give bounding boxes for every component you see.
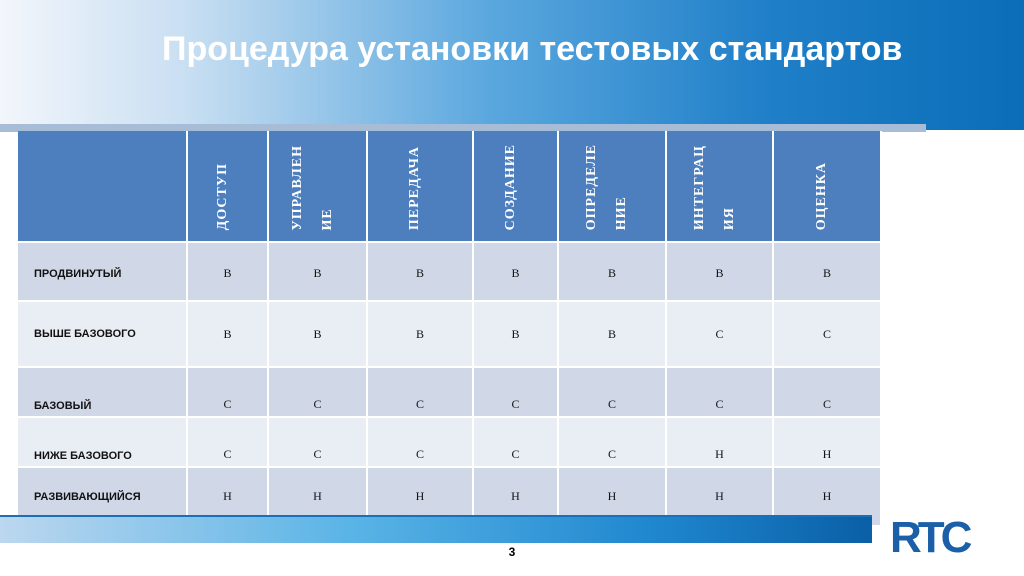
slide-title: Процедура установки тестовых стандартов [162,30,903,68]
table-cell: В [774,243,882,302]
table-cell: В [188,243,269,302]
rtc-logo [888,506,969,562]
table-cell: Н [368,468,474,527]
table-cell: С [774,302,882,368]
column-header: УПРАВЛЕН ИЕ [269,131,368,243]
table-row [18,418,882,468]
table-cell: В [368,302,474,368]
table-cell: В [559,243,667,302]
table-cell: С [667,368,774,418]
table-cell: Н [667,468,774,527]
row-label: ПРОДВИНУТЫЙ [18,243,188,302]
column-header: СОЗДАНИЕ [474,131,559,243]
header-corner-cell [18,131,188,243]
logo-text: RTC [890,513,969,562]
table-row [18,302,882,368]
table-cell: Н [774,468,882,527]
table-cell: С [269,368,368,418]
table-cell: С [474,368,559,418]
standards-table [18,131,882,527]
footer-bar [0,517,872,543]
table-header-row [18,131,882,243]
table-cell: С [774,368,882,418]
table-cell: В [269,243,368,302]
table-cell: Н [774,418,882,468]
table-cell: В [474,302,559,368]
table-cell: В [269,302,368,368]
table-cell: С [474,418,559,468]
table-cell: С [559,368,667,418]
column-header: ИНТЕГРАЦ ИЯ [667,131,774,243]
table-cell: Н [667,418,774,468]
table-cell: В [667,243,774,302]
page-number: 3 [508,545,516,559]
table-cell: С [667,302,774,368]
table-cell: С [559,418,667,468]
row-label: ВЫШЕ БАЗОВОГО [18,302,188,368]
table-cell: Н [474,468,559,527]
table-cell: С [269,418,368,468]
table-cell: С [368,368,474,418]
table-cell: С [188,368,269,418]
column-header: ПЕРЕДАЧА [368,131,474,243]
table-cell: В [368,243,474,302]
table-cell: Н [188,468,269,527]
table-cell: В [188,302,269,368]
column-header: ДОСТУП [188,131,269,243]
column-header: ОЦЕНКА [774,131,882,243]
standards-table-container [18,131,882,527]
table-row [18,243,882,302]
row-label: РАЗВИВАЮЩИЙСЯ [18,468,188,527]
row-label: НИЖЕ БАЗОВОГО [18,418,188,468]
table-row [18,368,882,418]
table-cell: С [368,418,474,468]
table-cell: С [188,418,269,468]
table-cell: В [559,302,667,368]
table-cell: В [474,243,559,302]
table-cell: Н [559,468,667,527]
row-label: БАЗОВЫЙ [18,368,188,418]
table-cell: Н [269,468,368,527]
column-header: ОПРЕДЕЛЕ НИЕ [559,131,667,243]
